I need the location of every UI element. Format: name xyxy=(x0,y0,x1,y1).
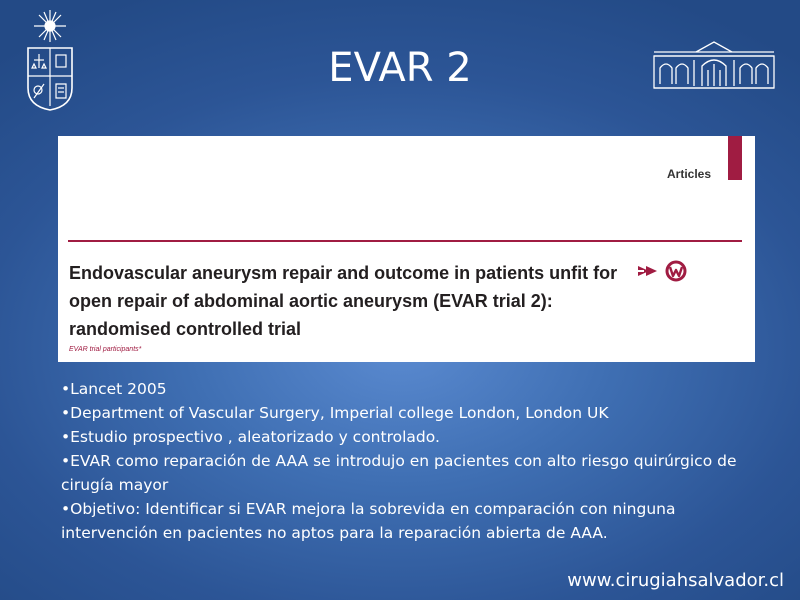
hospital-building-icon xyxy=(652,40,776,92)
slide-title: EVAR 2 xyxy=(328,45,472,91)
journal-tab-marker xyxy=(728,136,742,180)
bullet-item: •Estudio prospectivo , aleatorizado y controlado. xyxy=(61,428,440,446)
article-headline: Endovascular aneurysm repair and outcome in patients unfit for open repair of abdominal aortic aneurysm (EVAR trial 2): randomised controlled trial xyxy=(69,263,618,339)
header-divider xyxy=(68,240,742,242)
bullet-item: •Objetivo: Identificar si EVAR mejora la sobrevida en comparación con ninguna intervención en pacientes no aptos para la reparación abierta de AAA. xyxy=(61,500,676,542)
bullet-item: •Department of Vascular Surgery, Imperial college London, London UK xyxy=(61,404,609,422)
articles-section-label: Articles xyxy=(667,167,712,181)
double-arrow-icon xyxy=(637,263,661,279)
website-footer: www.cirugiahsalvador.cl xyxy=(567,570,784,591)
bullet-item: •Lancet 2005 xyxy=(61,380,167,398)
bullet-item: •EVAR como reparación de AAA se introdujo en pacientes con alto riesgo quirúrgico de cirugía mayor xyxy=(61,452,737,494)
article-header-card xyxy=(58,136,755,362)
journal-logo-icon xyxy=(664,259,688,283)
bullet-list xyxy=(61,377,761,545)
trial-participants-note: EVAR trial participants* xyxy=(69,346,142,353)
